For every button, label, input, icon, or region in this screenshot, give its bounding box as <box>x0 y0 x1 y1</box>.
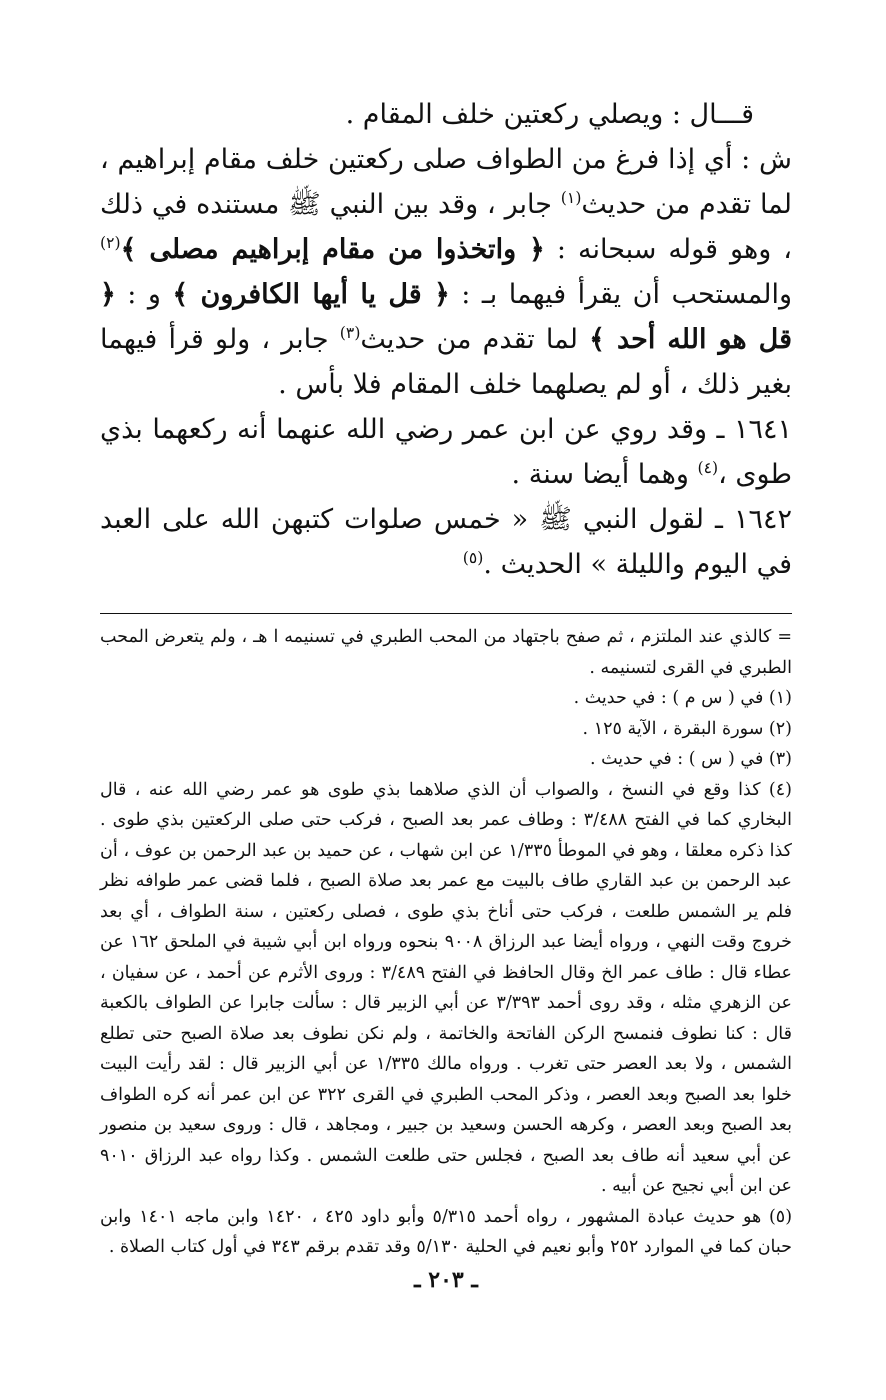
footnote-2: (٢) سورة البقرة ، الآية ١٢٥ . <box>582 718 792 739</box>
footnote-ref-3: (٣) <box>339 323 361 342</box>
footnotes <box>100 622 792 1263</box>
footnote-ref-2: (٢) <box>100 233 121 252</box>
footnote-3: (٣) في ( س ) : في حديث . <box>589 749 792 769</box>
footnote-ref-1: (١) <box>560 188 582 207</box>
matn-label: قـــال <box>689 99 754 130</box>
sharh-text-6: جابر ، ولو قرأ فيهما بغير ذلك ، أو لم يصلهما خلف المقام فلا بأس . <box>100 324 792 400</box>
item-1641 <box>100 407 792 497</box>
quran-verse-2: ﴿ قل يا أيها الكافرون ﴾ <box>172 279 450 310</box>
footnote-5: (٥) هو حديث عبادة المشهور ، رواه أحمد ٥/٣١٥ وأبو داود ٤٢٥ ، ١٤٢٠ وابن ماجه ١٤٠١ وابن حبان كما في الموارد ٢٥٢ وأبو نعيم في الحلية ٥/١٣٠ وقد تقدم برقم ٣٤٣ في أول كتاب الصلاة . <box>100 1206 793 1257</box>
sharh-text-5: لما تقدم من حديث <box>360 324 590 355</box>
page-number: ـ ٢٠٣ ـ <box>414 1266 478 1293</box>
sharh-paragraph <box>100 137 792 407</box>
sharh-text-2: جابر ، وقد بين النبي ﷺ مستنده في ذلك ، وهو قوله سبحانه : <box>100 189 793 265</box>
footnote-continuation: = كالذي عند الملتزم ، ثم صفح باجتهاد من المحب الطبري في تسنيمه ا هـ ، ولم يتعرض المحب الطبري في القرى لتسنيمه . <box>100 627 792 678</box>
footnote-ref-5: (٥) <box>462 548 484 567</box>
item-1642 <box>100 497 792 587</box>
footnote-ref-4: (٤) <box>697 458 719 477</box>
sharh-label: ش <box>759 144 792 175</box>
footnote-1: (١) في ( س م ) : في حديث . <box>573 688 792 708</box>
matn-text: : ويصلي ركعتين خلف المقام . <box>345 99 681 130</box>
item-1641-text: ١٦٤١ ـ وقد روي عن ابن عمر رضي الله عنهما أنه ركعهما بذي طوى ، <box>100 414 792 490</box>
matn-line <box>100 92 792 137</box>
main-text <box>100 92 792 587</box>
item-1641-text-end: وهما أيضا سنة . <box>511 459 698 490</box>
item-1642-text: ١٦٤٢ ـ لقول النبي ﷺ « خمس صلوات كتبهن الله على العبد في اليوم والليلة » الحديث . <box>100 504 792 580</box>
sharh-text-3: والمستحب أن يقرأ فيهما بـ : <box>449 279 792 310</box>
quran-verse-1: ﴿ واتخذوا من مقام إبراهيم مصلى ﴾ <box>120 234 545 265</box>
footnote-divider <box>100 613 792 614</box>
sharh-text-1: : أي إذا فرغ من الطواف صلى ركعتين خلف مقام إبراهيم ، لما تقدم من حديث <box>100 144 793 220</box>
quran-verse-3: ﴿ قل هو الله أحد ﴾ <box>100 279 792 355</box>
sharh-text-4: و : <box>115 279 173 310</box>
footnote-4: (٤) كذا وقع في النسخ ، والصواب أن الذي صلاهما بذي طوى هو عمر رضي الله عنه ، قال البخاري كما في الفتح ٣/٤٨٨ : وطاف عمر بعد الصبح ، فركب حتى صلى الركعتين بذي طوى . كذا ذكره معلقا ، وهو في الموطأ ١/٣٣٥ عن ابن شهاب ، عن حميد بن عبد الرحمن بن عوف ، أن عبد الرحمن بن عبد القاري طاف بالبيت مع عمر بعد صلاة الصبح ، فلما قضى عمر طوافه نظر فلم ير الشمس طلعت ، فركب حتى أناخ بذي طوى ، فصلى ركعتين ، سنة الطواف ، أي بعد خروج وقت النهي ، ورواه أيضا عبد الرزاق ٩٠٠٨ بنحوه ورواه ابن أبي شيبة في الملحق ١٦٢ عن عطاء قال : طاف عمر الخ وقال الحافظ في الفتح ٣/٤٨٩ : وروى الأثرم عن أحمد ، عن سفيان ، عن الزهري مثله ، وقد روى أحمد ٣/٣٩٣ عن أبي الزبير قال : سألت جابرا عن الطواف بالكعبة قال : كنا نطوف فنمسح الركن الفاتحة والخاتمة ، ولم نكن نطوف بعد صلاة الصبح حتى تطلع الشمس ، ولا بعد العصر حتى تغرب . ورواه مالك ١/٣٣٥ عن أبي الزبير قال : لقد رأيت البيت خلوا بعد الصبح وبعد العصر ، وذكر المحب الطبري في القرى ٣٢٢ عن ابن عمر أنه كره الطواف بعد الصبح وبعد العصر ، وكرهه الحسن وسعيد بن جبير ، ومجاهد ، قال : وروى سعيد بن منصور عن أبي سعيد أنه طاف بعد الصبح ، فجلس حتى طلعت الشمس . وكذا رواه عبد الرزاق ٩٠١٠ عن ابن أبي نجيح عن أبيه . <box>100 779 793 1196</box>
